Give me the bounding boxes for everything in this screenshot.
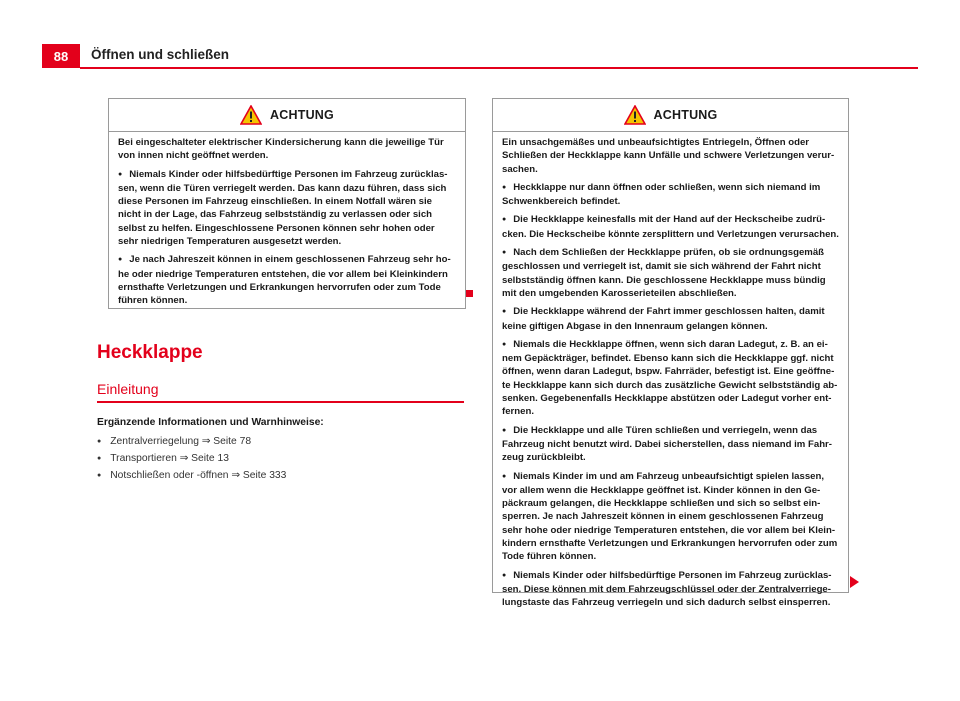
reference-link[interactable]: ● Zentralverriegelung ⇒ Seite 78 (97, 434, 286, 451)
warning-bullet: ● Nach dem Schließen der Heckklappe prüfen, ob sie ordnungsgemäß geschlossen und verriegelt ist, damit sie sich während der Fahrt nicht selbstständig öffnen kann. Die geschlossene Heckklappe muss bündig mit den umgebenden Karosserieteilen abschließen. (502, 246, 839, 300)
warning-bullet: ● Niemals Kinder oder hilfsbedürftige Personen im Fahrzeug zurücklas-sen. Diese können mit dem Fahrzeugschlüssel oder der Zentralverriege-lungstaste das Fahrzeug verriegeln und sich dadurch selbst einsperren. (502, 569, 839, 610)
warning-box-tailgate (492, 98, 849, 609)
warning-body (109, 132, 465, 314)
header-divider (80, 67, 918, 69)
warning-bullet: ● Die Heckklappe und alle Türen schließen und verriegeln, wenn das Fahrzeug nicht benutzt wird. Dabei sicherstellen, dass niemand im Fahr-zeug zurückbleibt. (502, 424, 839, 465)
warning-triangle-icon (624, 105, 646, 125)
section-title: Heckklappe (97, 342, 203, 363)
warning-bullet: ● Die Heckklappe während der Fahrt immer geschlossen halten, damit keine giftigen Abgase in den Innenraum gelangen können. (502, 305, 839, 333)
page-number: 88 (42, 44, 80, 68)
warning-bullet: ● Je nach Jahreszeit können in einem geschlossenen Fahrzeug sehr ho-he oder niedrige Temperaturen entstehen, die vor allem bei Kleinkindern ernsthafte Verletzungen und Erkrankungen hervorrufen oder zum Tode führen können. (118, 253, 456, 307)
warning-label: ACHTUNG (653, 108, 718, 122)
warning-bullet: ● Niemals Kinder oder hilfsbedürftige Personen im Fahrzeug zurücklas-sen, wenn die Türen verriegelt werden. Das kann dazu führen, dass sich diese Personen im Fahrzeug einschließen. In einem Notfall wären sie nicht in der Lage, das Fahrzeug selbstständig zu verlassen oder sich selbst zu helfen. Eingeschlossene Personen können sehr hohen oder sehr niedrigen Temperaturen ausgesetzt werden. (118, 168, 456, 249)
warning-label: ACHTUNG (270, 108, 334, 122)
continue-arrow-icon (850, 576, 859, 588)
warning-paragraph: Bei eingeschalteter elektrischer Kindersicherung kann die jeweilige Tür von innen nicht geöffnet werden. (118, 137, 444, 162)
subsection-title: Einleitung (97, 381, 159, 397)
warning-box-child-lock (108, 98, 466, 309)
reference-link[interactable]: ● Transportieren ⇒ Seite 13 (97, 451, 286, 468)
warning-bullet: ● Heckklappe nur dann öffnen oder schließen, wenn sich niemand im Schwenkbereich befindet. (502, 181, 839, 209)
reference-link[interactable]: ● Notschließen oder -öffnen ⇒ Seite 333 (97, 468, 286, 485)
warning-header (493, 99, 848, 132)
warning-bullet: ● Niemals die Heckklappe öffnen, wenn sich daran Ladegut, z. B. an ei-nem Gepäckträger, befindet. Ebenso kann sich die Heckklappe ggf. nicht öffnen, wenn daran Ladegut, bspw. Fahrräder, befestigt ist. Eine geöffne-te Heckklappe kann sich durch das zusätzliche Gewicht selbstständig ab-senken. Gegebenenfalls Heckklappe abstützen oder Ladegut vorher ent-fernen. (502, 338, 839, 419)
end-of-section-icon (466, 290, 473, 297)
warning-bullet: ● Die Heckklappe keinesfalls mit der Hand auf der Heckscheibe zudrü-cken. Die Heckscheibe könnte zersplittern und Verletzungen verursachen. (502, 213, 839, 241)
intro-text: Ergänzende Informationen und Warnhinweise: (97, 417, 324, 428)
subsection-divider (97, 401, 464, 403)
page-title: Öffnen und schließen (91, 47, 230, 62)
warning-bullet: ● Niemals Kinder im und am Fahrzeug unbeaufsichtigt spielen lassen, vor allem wenn die Heckklappe geöffnet ist. Kinder können in den Ge-päckraum gelangen, die Heckklappe schließen und sich so selbst ein-sperren. Je nach Jahreszeit können in einem geschlossenen Fahrzeug sehr hohe oder niedrige Temperaturen entstehen, die vor allem bei Klein-kindern ernsthafte Verletzungen und Erkrankungen hervorrufen oder zum Tode führen können. (502, 470, 839, 564)
warning-paragraph: Ein unsachgemäßes und unbeaufsichtigtes Entriegeln, Öffnen oder Schließen der Heckklappe kann Unfälle und schwere Verletzungen verur-sachen. (502, 137, 835, 175)
warning-triangle-icon (240, 105, 262, 125)
reference-list (97, 434, 286, 485)
warning-header (109, 99, 465, 132)
warning-body (493, 132, 848, 616)
